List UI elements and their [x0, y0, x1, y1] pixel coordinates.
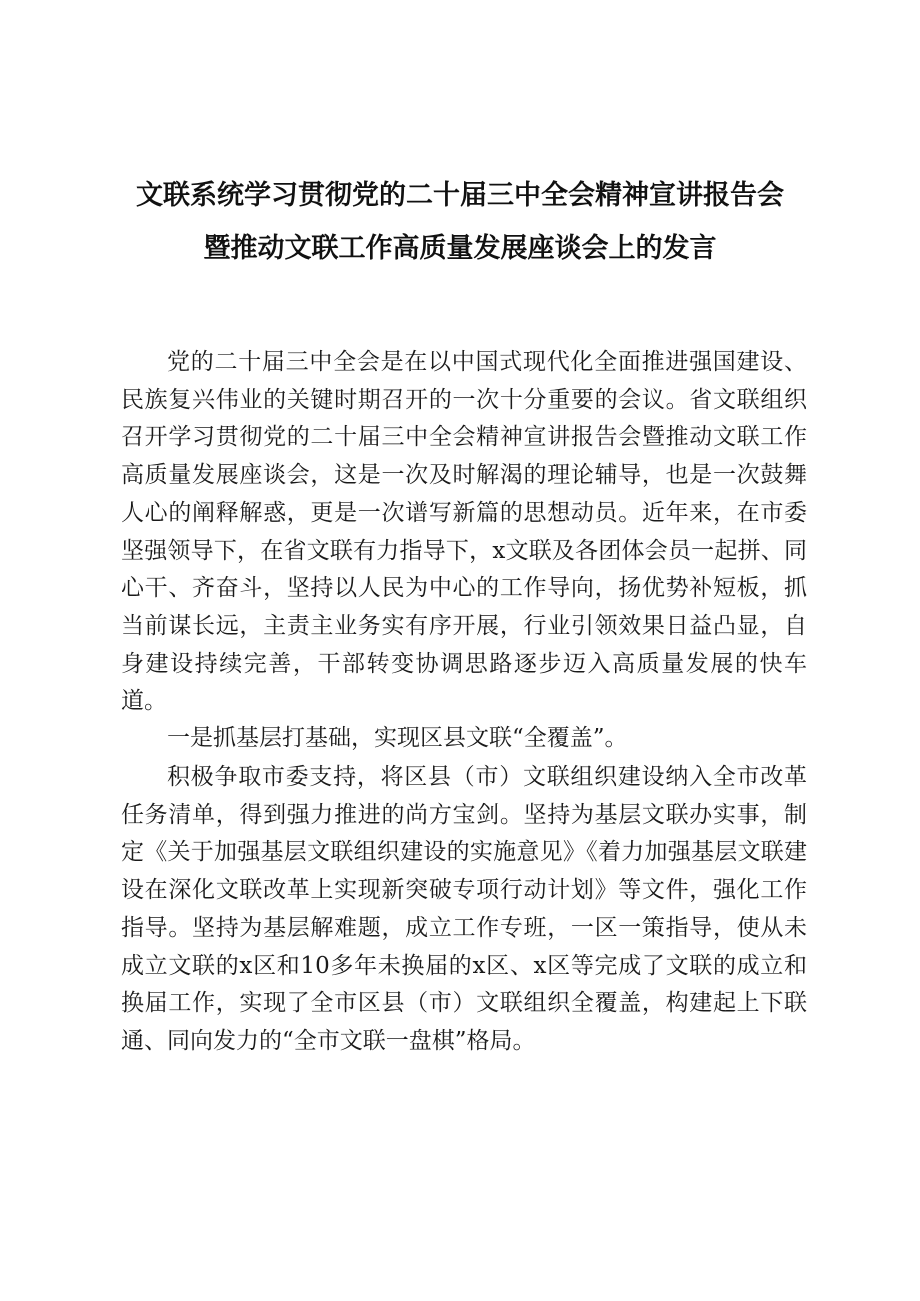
document-title-line-2: 暨推动文联工作高质量发展座谈会上的发言 [203, 233, 717, 264]
paragraph-heading-1: 一是抓基层打基础，实现区县文联“全覆盖”。 [167, 725, 628, 751]
paragraph-intro: 党的二十届三中全会是在以中国式现代化全面推进强国建设、民族复兴伟业的关键时期召开的一次十分重要的会议。省文联组织召开学习贯彻党的二十届三中全会精神宣讲报告会暨推动文联工作高质量发展座谈会，这是一次及时解渴的理论辅导，也是一次鼓舞人心的阐释解惑，更是一次谱写新篇的思想动员。近年来，在市委坚强领导下，在省文联有力指导下，x文联及各团体会员一起拼、同心干、齐奋斗，坚持以人民为中心的工作导向，扬优势补短板，抓当前谋长远，主责主业务实有序开展，行业引领效果日益凸显，自身建设持续完善，干部转变协调思路逐步迈入高质量发展的快车道。 [121, 349, 807, 715]
document-title-line-1: 文联系统学习贯彻党的二十届三中全会精神宣讲报告会 [136, 180, 784, 211]
paragraph-section-1: 积极争取市委支持，将区县（市）文联组织建设纳入全市改革任务清单，得到强力推进的尚方宝剑。坚持为基层文联办实事，制定《关于加强基层文联组织建设的实施意见》《着力加强基层文联建设在深化文联改革上实现新突破专项行动计划》等文件，强化工作指导。坚持为基层解难题，成立工作专班，一区一策指导，使从未成立文联的x区和10多年未换届的x区、x区等完成了文联的成立和换届工作，实现了全市区县（市）文联组织全覆盖，构建起上下联通、同向发力的“全市文联一盘棋”格局。 [121, 764, 807, 1054]
